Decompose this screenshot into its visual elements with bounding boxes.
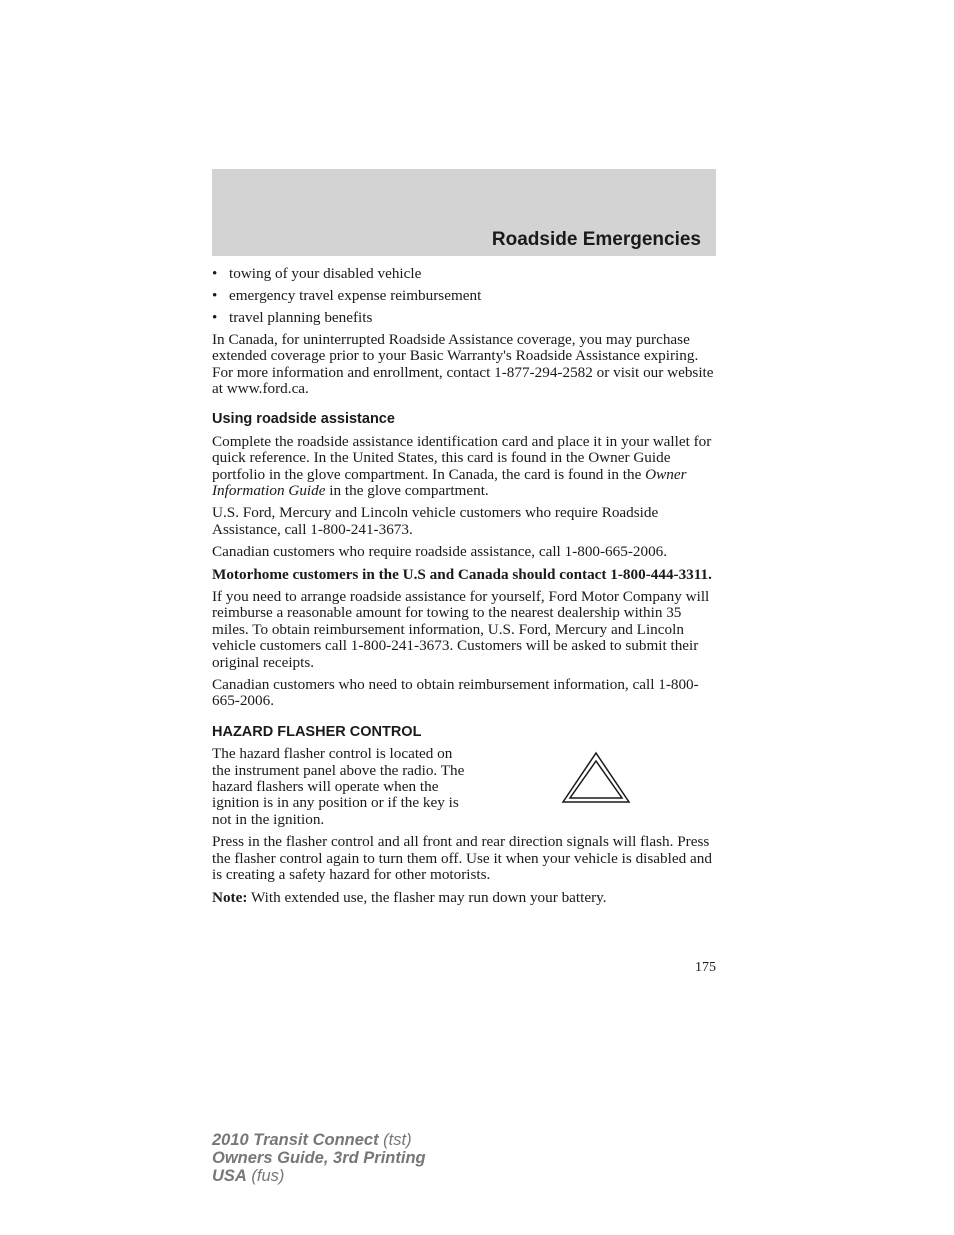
- section-title: Roadside Emergencies: [491, 229, 701, 250]
- using-roadside-heading: Using roadside assistance: [212, 411, 395, 428]
- canada-coverage-paragraph: In Canada, for uninterrupted Roadside Assistance coverage, you may purchase extended coverage prior to your Basic Warranty's Roadside Assistance expiring. For more information and enrollment, contact 1-877-294-2582 or visit our website at www.ford.ca.: [212, 330, 714, 397]
- bullet-icon: •: [212, 286, 218, 304]
- footer-line-printing: Owners Guide, 3rd Printing: [212, 1149, 426, 1167]
- list-item: • travel planning benefits: [212, 308, 373, 326]
- hazard-flasher-heading: HAZARD FLASHER CONTROL: [212, 723, 422, 740]
- canadian-reimbursement-paragraph: Canadian customers who need to obtain reimbursement information, call 1-800-665-2006.: [212, 676, 699, 710]
- document-footer: [212, 1131, 426, 1185]
- hazard-triangle-icon: [561, 751, 631, 804]
- reimbursement-paragraph: If you need to arrange roadside assistance for yourself, Ford Motor Company will reimburse a reasonable amount for towing to the nearest dealership within 35 miles. To obtain reimbursement information, U.S. Ford, Mercury and Lincoln vehicle customers call 1-800-241-3673. Customers will be asked to submit their original receipts.: [212, 588, 710, 671]
- hazard-location-paragraph: The hazard flasher control is located on the instrument panel above the radio. The hazard flashers will operate when the ignition is in any position or if the key is not in the ignition.: [212, 745, 465, 828]
- page-content: [212, 266, 716, 912]
- page-number: 175: [695, 960, 716, 975]
- footer-line-region: USA (fus): [212, 1167, 285, 1185]
- bullet-icon: •: [212, 265, 218, 282]
- hazard-illustration: [476, 746, 716, 828]
- note-label: Note:: [212, 888, 248, 906]
- list-item: • towing of your disabled vehicle: [212, 265, 422, 282]
- flasher-usage-paragraph: Press in the flasher control and all front and rear direction signals will flash. Press the flasher control again to turn them off. Use it when your vehicle is disabled and is creating a safety hazard for other motorists.: [212, 833, 712, 884]
- footer-line-model: 2010 Transit Connect (tst): [212, 1131, 412, 1149]
- canadian-customers-paragraph: Canadian customers who require roadside assistance, call 1-800-665-2006.: [212, 543, 668, 561]
- us-customers-paragraph: U.S. Ford, Mercury and Lincoln vehicle customers who require Roadside Assistance, call 1-800-241-3673.: [212, 504, 659, 538]
- id-card-paragraph: Complete the roadside assistance identification card and place it in your wallet for quick reference. In the United States, this card is found in the Owner Guide portfolio in the glove compartment. In Canada, the card is found in the Owner Information Guide in the glove compartment.: [212, 432, 712, 499]
- note-paragraph: Note: With extended use, the flasher may run down your battery.: [212, 888, 607, 906]
- motorhome-paragraph: Motorhome customers in the U.S and Canada should contact 1-800-444-3311.: [212, 565, 712, 583]
- section-header-band: [212, 169, 716, 256]
- hazard-intro-block: [212, 746, 716, 828]
- list-item: • emergency travel expense reimbursement: [212, 286, 482, 304]
- bullet-icon: •: [212, 308, 218, 326]
- guide-title: Owner Information Guide: [212, 465, 687, 499]
- benefits-list: [212, 266, 716, 326]
